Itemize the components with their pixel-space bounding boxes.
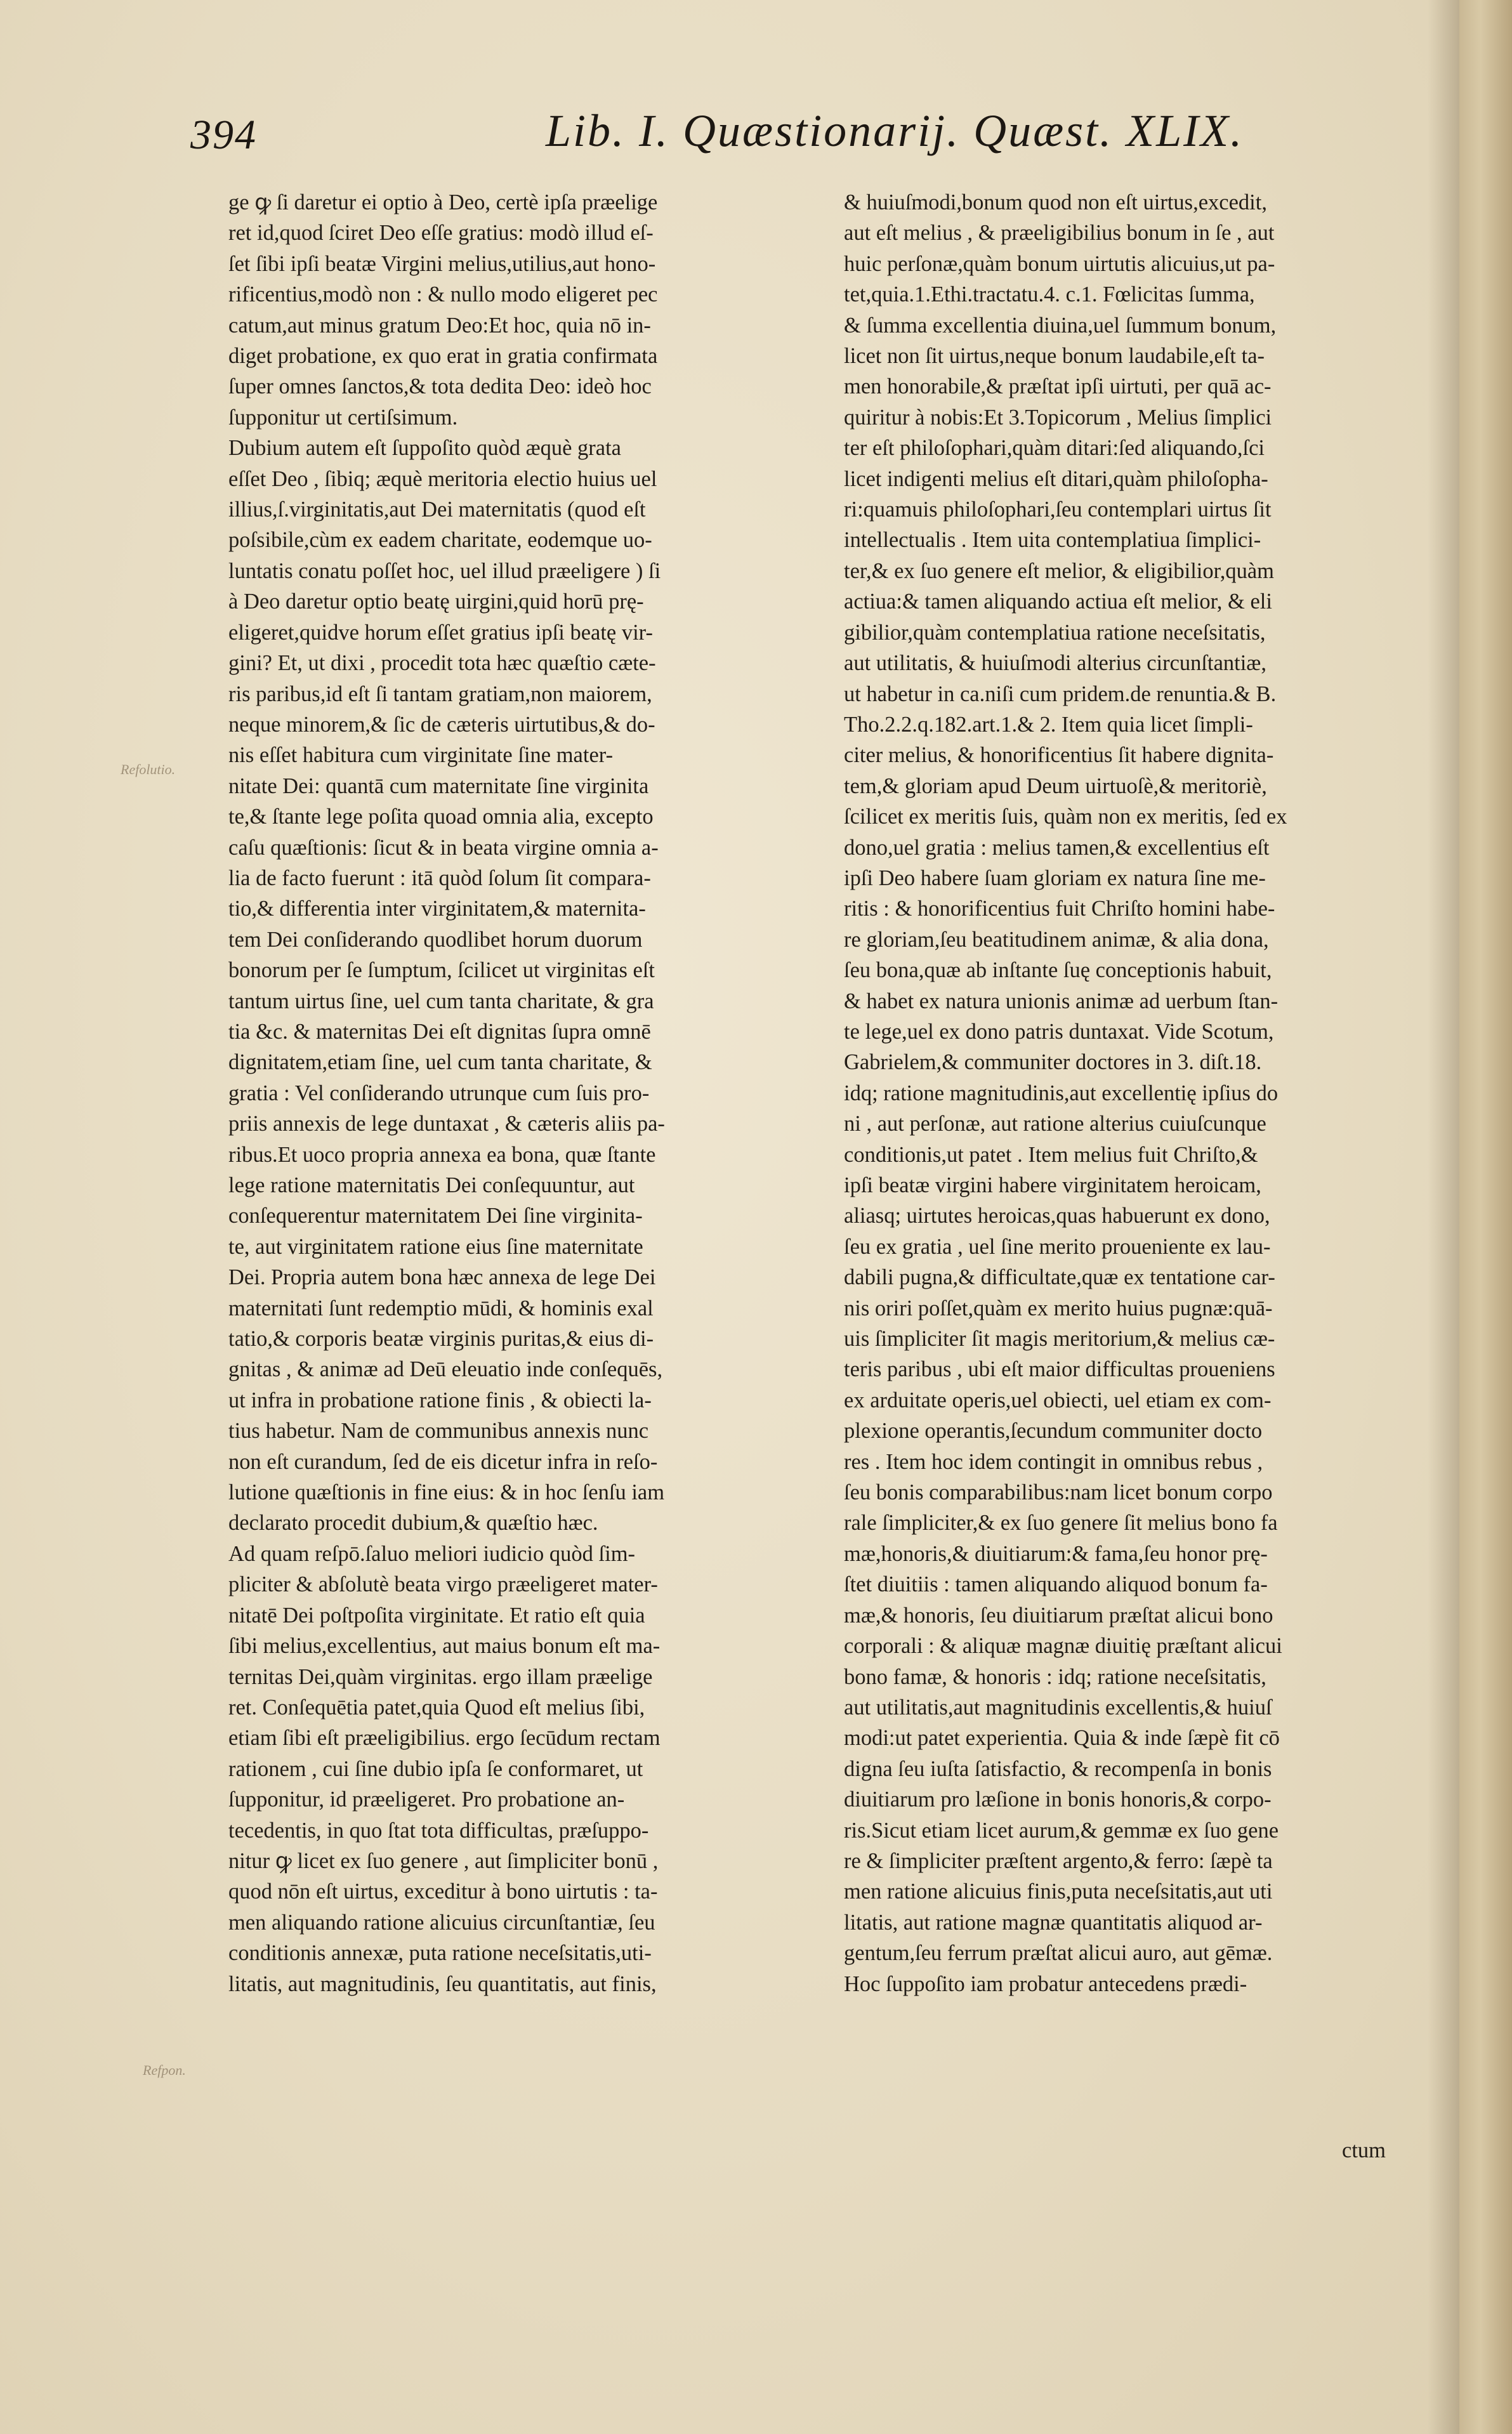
text-line: men ratione alicuius finis,puta neceſsitatis,aut uti [844, 1879, 1273, 1904]
text-line: men aliquando ratione alicuius circunſtantiæ, ſeu [228, 1910, 655, 1935]
text-line: te lege,uel ex dono patris duntaxat. Vide Scotum, [844, 1019, 1274, 1044]
text-line: nis oriri poſſet,quàm ex merito huius pugnæ:quā- [844, 1296, 1273, 1320]
text-line: dono,uel gratia : melius tamen,& excellentius eſt [844, 835, 1270, 860]
text-line: ris paribus,id eſt ſi tantam gratiam,non maiorem, [228, 681, 652, 706]
text-line: gibilior,quàm contemplatiua ratione neceſsitatis, [844, 620, 1266, 645]
text-line: ipſi Deo habere ſuam gloriam ex natura ſine me- [844, 865, 1266, 890]
text-line: corporali : & aliquæ magnæ diuitię præſtant alicui [844, 1634, 1282, 1659]
text-line: tecedentis, in quo ſtat tota difficultas, præſuppo- [228, 1818, 649, 1843]
text-line: ge ꝙ ſi daretur ei optio à Deo, certè ipſa præelige [228, 190, 658, 214]
text-line: ri:quamuis philoſophari,ſeu contemplari uirtus ſit [844, 497, 1272, 522]
text-line: gini? Et, ut dixi , procedit tota hæc quæſtio cæte- [228, 651, 656, 676]
text-line: dabili pugna,& difficultate,quæ ex tentatione car- [844, 1265, 1275, 1290]
text-line: eligeret,quidve horum eſſet gratius ipſi beatę vir- [228, 620, 653, 645]
text-line: ſeu bonis comparabilibus:nam licet bonum corpo [844, 1480, 1273, 1505]
page-number: 394 [190, 112, 257, 158]
text-line: illius,ſ.virginitatis,aut Dei maternitatis (quod eſt [228, 497, 646, 522]
text-line: rationem , cui ſine dubio ipſa ſe conformaret, ut [228, 1756, 643, 1781]
text-line: tia &c. & maternitas Dei eſt dignitas ſupra omnē [228, 1019, 651, 1044]
text-line: diget probatione, ex quo erat in gratia confirmata [228, 344, 658, 369]
text-line: digna ſeu iuſta ſatisfactio, & recompenſa in bonis [844, 1756, 1272, 1781]
right-text-column [844, 187, 1434, 1999]
text-line: aliasq; uirtutes heroicas,quas habuerunt ex dono, [844, 1204, 1270, 1228]
text-line: rale ſimpliciter,& ex ſuo genere ſit melius bono fa [844, 1511, 1278, 1536]
text-line: licet indigenti melius eſt ditari,quàm philoſopha- [844, 466, 1268, 491]
running-head: Lib. I. Quæstionarij. Quæst. XLIX. [546, 105, 1244, 156]
text-line: ribus.Et uoco propria annexa ea bona, quæ ſtante [228, 1142, 656, 1167]
text-line: ſupponitur, id præeligeret. Pro probatione an- [228, 1787, 625, 1812]
text-line: tius habetur. Nam de communibus annexis nunc [228, 1419, 649, 1444]
text-line: catum,aut minus gratum Deo:Et hoc, quia nō in- [228, 313, 651, 338]
text-line: nitur ꝙ licet ex ſuo genere , aut ſimpliciter bonū , [228, 1848, 659, 1873]
text-line: lege ratione maternitatis Dei conſequuntur, aut [228, 1173, 635, 1197]
text-line: huic perſonæ,quàm bonum uirtutis alicuius,ut pa- [844, 251, 1275, 276]
text-line: res . Item hoc idem contingit in omnibus rebus , [844, 1449, 1263, 1474]
text-line: eſſet Deo , ſibiq; æquè meritoria electio huius uel [228, 466, 657, 491]
text-line: luntatis conatu poſſet hoc, uel illud præeligere ) ſi [228, 558, 661, 583]
text-line: ut infra in probatione ratione finis , & obiecti la- [228, 1388, 652, 1412]
text-line: nis eſſet habitura cum virginitate ſine mater- [228, 743, 614, 768]
text-line: maternitati ſunt redemptio mūdi, & hominis exal [228, 1296, 654, 1320]
text-line: aut eſt melius , & præeligibilius bonum in ſe , aut [844, 221, 1275, 246]
margin-note-refpon: Refpon. [143, 2062, 186, 2078]
text-line: intellectualis . Item uita contemplatiua ſimplici- [844, 528, 1261, 553]
text-line: litatis, aut ratione magnæ quantitatis aliquod ar- [844, 1910, 1263, 1935]
text-line: Dubium autem eſt ſuppoſito quòd æquè grata [228, 436, 621, 461]
text-line: citer melius, & honorificentius ſit habere dignita- [844, 743, 1274, 768]
text-line: ſeu bona,quæ ab inſtante ſuę conceptionis habuit, [844, 958, 1272, 983]
text-line: uis ſimpliciter ſit magis meritorium,& melius cæ- [844, 1327, 1275, 1352]
text-line: actiua:& tamen aliquando actiua eſt melior, & eli [844, 589, 1272, 614]
text-line: neque minorem,& ſic de cæteris uirtutibus,& do- [228, 712, 655, 737]
text-line: te,& ſtante lege poſita quoad omnia alia, excepto [228, 805, 654, 829]
text-line: ſuper omnes ſanctos,& tota dedita Deo: ideò hoc [228, 374, 652, 399]
text-line: diuitiarum pro læſione in bonis honoris,& corpo- [844, 1787, 1272, 1812]
text-line: ni , aut perſonæ, aut ratione alterius cuiuſcunque [844, 1112, 1266, 1136]
text-line: ſupponitur ut certiſsimum. [228, 405, 458, 430]
text-line: gentum,ſeu ferrum præſtat alicui auro, aut gēmæ. [844, 1941, 1273, 1966]
text-line: bono famæ, & honoris : idq; ratione neceſsitatis, [844, 1664, 1266, 1689]
text-line: ter,& ex ſuo genere eſt melior, & eligibilior,quàm [844, 558, 1274, 583]
text-line: tatio,& corporis beatæ virginis puritas,& eius di- [228, 1327, 654, 1352]
text-line: & huiuſmodi,bonum quod non eſt uirtus,excedit, [844, 190, 1267, 214]
text-line: Tho.2.2.q.182.art.1.& 2. Item quia licet ſimpli- [844, 712, 1253, 737]
text-line: Hoc ſuppoſito iam probatur antecedens prædi- [844, 1971, 1247, 1996]
text-line: Ad quam reſpō.ſaluo meliori iudicio quòd ſim- [228, 1541, 636, 1566]
text-line: mæ,& honoris, ſeu diuitiarum præſtat alicui bono [844, 1603, 1273, 1628]
text-line: ipſi beatæ virgini habere virginitatem heroicam, [844, 1173, 1261, 1197]
text-line: Dei. Propria autem bona hæc annexa de lege Dei [228, 1265, 656, 1290]
text-line: idq; ratione magnitudinis,aut excellentię ipſius do [844, 1081, 1279, 1105]
text-line: mæ,honoris,& diuitiarum:& fama,ſeu honor prę- [844, 1541, 1268, 1566]
catchword: ctum [1342, 2138, 1386, 2162]
text-line: lutione quæſtionis in fine eius: & in hoc ſenſu iam [228, 1480, 665, 1505]
text-line: declarato procedit dubium,& quæſtio hæc. [228, 1511, 598, 1536]
text-line: dignitatem,etiam ſine, uel cum tanta charitate, & [228, 1050, 652, 1075]
text-line: ſtet diuitiis : tamen aliquando aliquod bonum fa- [844, 1572, 1268, 1597]
text-line: pliciter & abſolutè beata virgo præeligeret mater- [228, 1572, 658, 1597]
text-line: etiam ſibi eſt præeligibilius. ergo ſecūdum rectam [228, 1726, 661, 1751]
next-page-edge [1459, 0, 1512, 2434]
margin-note-refolutio: Refolutio. [121, 761, 176, 777]
text-line: tio,& differentia inter virginitatem,& maternita- [228, 897, 646, 921]
text-line: ternitas Dei,quàm virginitas. ergo illam præelige [228, 1664, 653, 1689]
text-line: ritis : & honorificentius fuit Chriſto homini habe- [844, 897, 1275, 921]
text-line: rificentius,modò non : & nullo modo eligeret pec [228, 282, 658, 307]
text-line: tet,quia.1.Ethi.tractatu.4. c.1. Fœlicitas ſumma, [844, 282, 1255, 307]
text-line: Gabrielem,& communiter doctores in 3. diſt.18. [844, 1050, 1262, 1075]
text-line: lia de facto fuerunt : itā quòd ſolum ſit compara- [228, 865, 651, 890]
text-line: te, aut virginitatem ratione eius ſine maternitate [228, 1234, 643, 1259]
text-line: re gloriam,ſeu beatitudinem animæ, & alia dona, [844, 927, 1269, 952]
text-line: ſet ſibi ipſi beatæ Virgini melius,utilius,aut hono- [228, 251, 656, 276]
text-line: tantum uirtus ſine, uel cum tanta charitate, & gra [228, 989, 654, 1013]
left-text-column [228, 187, 818, 1999]
text-line: teris paribus , ubi eſt maior difficultas proueniens [844, 1357, 1275, 1382]
text-line: bonorum per ſe ſumptum, ſcilicet ut virginitas eſt [228, 958, 655, 983]
text-line: à Deo daretur optio beatę uirgini,quid horū prę- [228, 589, 644, 614]
text-line: & habet ex natura unionis animæ ad uerbum ſtan- [844, 989, 1279, 1013]
text-line: poſsibile,cùm ex eadem charitate, eodemque uo- [228, 528, 652, 553]
text-line: gratia : Vel conſiderando utrunque cum ſuis pro- [228, 1081, 650, 1105]
text-line: ut habetur in ca.niſi cum pridem.de renuntia.& B. [844, 681, 1277, 706]
text-line: litatis, aut magnitudinis, ſeu quantitatis, aut finis, [228, 1971, 657, 1996]
text-line: ex arduitate operis,uel obiecti, uel etiam ex com- [844, 1388, 1272, 1412]
text-line: & ſumma excellentia diuina,uel ſummum bonum, [844, 313, 1277, 338]
text-line: non eſt curandum, ſed de eis dicetur infra in reſo- [228, 1449, 658, 1474]
text-line: ſeu ex gratia , uel ſine merito proueniente ex lau- [844, 1234, 1271, 1259]
text-line: quod nōn eſt uirtus, exceditur à bono uirtutis : ta- [228, 1879, 658, 1904]
text-line: ret id,quod ſciret Deo eſſe gratius: modò illud eſ- [228, 221, 654, 246]
text-line: quiritur à nobis:Et 3.Topicorum , Melius ſimplici [844, 405, 1272, 430]
text-line: nitatē Dei poſtpoſita virginitate. Et ratio eſt quia [228, 1603, 645, 1628]
text-line: ſibi melius,excellentius, aut maius bonum eſt ma- [228, 1634, 661, 1659]
text-line: modi:ut patet experientia. Quia & inde ſæpè fit cō [844, 1726, 1280, 1751]
text-line: plexione operantis,ſecundum communiter docto [844, 1419, 1263, 1444]
text-line: tem,& gloriam apud Deum uirtuoſè,& meritoriè, [844, 773, 1267, 798]
text-line: conditionis,ut patet . Item melius fuit Chriſto,& [844, 1142, 1258, 1167]
text-line: conſequerentur maternitatem Dei ſine virginita- [228, 1204, 643, 1228]
text-line: conditionis annexæ, puta ratione neceſsitatis,uti- [228, 1941, 652, 1966]
text-line: aut utilitatis, & huiuſmodi alterius circunſtantiæ, [844, 651, 1266, 676]
text-line: aut utilitatis,aut magnitudinis excellentis,& huiuſ [844, 1695, 1272, 1720]
text-line: caſu quæſtionis: ſicut & in beata virgine omnia a- [228, 835, 659, 860]
text-line: re & ſimpliciter præſtent argento,& ferro: ſæpè ta [844, 1848, 1273, 1873]
text-line: ter eſt philoſophari,quàm ditari:ſed aliquando,ſci [844, 436, 1265, 461]
text-line: ſcilicet ex meritis ſuis, quàm non ex meritis, ſed ex [844, 805, 1287, 829]
text-line: nitate Dei: quantā cum maternitate ſine virginita [228, 773, 649, 798]
text-line: ris.Sicut etiam licet aurum,& gemmæ ex ſuo gene [844, 1818, 1279, 1843]
text-line: men honorabile,& præſtat ipſi uirtuti, per quā ac- [844, 374, 1272, 399]
text-line: ret. Conſequētia patet,quia Quod eſt melius ſibi, [228, 1695, 645, 1720]
text-line: gnitas , & animæ ad Deū eleuatio inde conſequēs, [228, 1357, 663, 1382]
text-line: priis annexis de lege duntaxat , & cæteris aliis pa- [228, 1112, 665, 1136]
text-line: tem Dei conſiderando quodlibet horum duorum [228, 927, 643, 952]
text-line: licet non ſit uirtus,neque bonum laudabile,eſt ta- [844, 344, 1265, 369]
